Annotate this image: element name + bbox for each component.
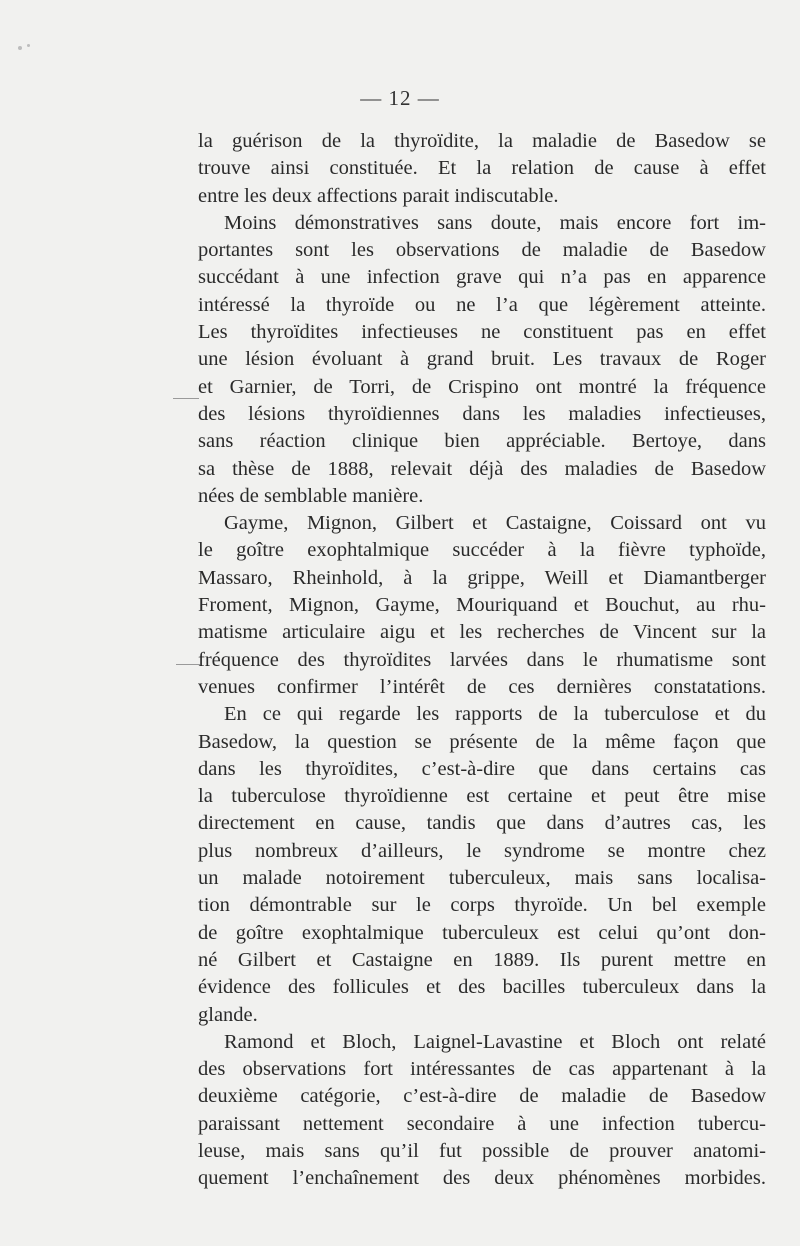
text-line: un malade notoirement tuberculeux, mais sans localisa- <box>198 867 766 890</box>
text-line: portantes sont les observations de maladie de Basedow <box>198 239 766 262</box>
text-line: plus nombreux d’ailleurs, le syndrome se montre chez <box>198 839 766 862</box>
margin-mark <box>173 398 199 399</box>
text-line: une lésion évoluant à grand bruit. Les travaux de Roger <box>198 348 766 371</box>
text-line: sa thèse de 1888, relevait déjà des maladies de Basedow <box>198 457 766 480</box>
text-line: succédant à une infection grave qui n’a pas en apparence <box>198 266 766 289</box>
text-line: des observations fort intéressantes de cas appartenant à la <box>198 1058 766 1081</box>
text-line: le goître exophtalmique succéder à la fièvre typhoïde, <box>198 539 766 562</box>
text-line: Froment, Mignon, Gayme, Mouriquand et Bouchut, au rhu- <box>198 594 766 617</box>
body-text <box>198 128 766 1193</box>
text-line: nées de semblable manière. <box>198 484 424 507</box>
text-line: intéressé la thyroïde ou ne l’a que légèrement atteinte. <box>198 293 766 316</box>
text-line: glande. <box>198 1003 258 1026</box>
text-line: venues confirmer l’intérêt de ces dernières constatations. <box>198 675 766 698</box>
paper-speck <box>18 46 22 50</box>
text-line: Massaro, Rheinhold, à la grippe, Weill et Diamantberger <box>198 566 766 589</box>
text-line: sans réaction clinique bien appréciable. Bertoye, dans <box>198 430 766 453</box>
text-line: la guérison de la thyroïdite, la maladie de Basedow se <box>198 130 766 152</box>
text-line: En ce qui regarde les rapports de la tuberculose et du <box>224 703 766 726</box>
text-line: Ramond et Bloch, Laignel-Lavastine et Bloch ont relaté <box>224 1030 766 1053</box>
text-line: Basedow, la question se présente de la même façon que <box>198 730 766 753</box>
text-line: des lésions thyroïdiennes dans les maladies infectieuses, <box>198 402 766 425</box>
text-line: Gayme, Mignon, Gilbert et Castaigne, Coissard ont vu <box>224 512 766 535</box>
text-line: directement en cause, tandis que dans d’autres cas, les <box>198 812 766 835</box>
text-line: tion démontrable sur le corps thyroïde. Un bel exemple <box>198 894 766 917</box>
text-line: de goître exophtalmique tuberculeux est celui qu’ont don- <box>198 921 766 944</box>
text-line: Les thyroïdites infectieuses ne constituent pas en effet <box>198 321 766 344</box>
text-line: quement l’enchaînement des deux phénomènes morbides. <box>198 1167 766 1190</box>
text-line: trouve ainsi constituée. Et la relation de cause à effet <box>198 157 766 180</box>
text-line: Moins démonstratives sans doute, mais encore fort im- <box>224 211 766 234</box>
text-line: fréquence des thyroïdites larvées dans le rhumatisme sont <box>198 648 766 671</box>
text-line: dans les thyroïdites, c’est-à-dire que dans certains cas <box>198 757 766 780</box>
text-line: leuse, mais sans qu’il fut possible de prouver anatomi- <box>198 1139 766 1162</box>
text-line: matisme articulaire aigu et les recherches de Vincent sur la <box>198 621 766 644</box>
paper-speck <box>27 44 30 47</box>
text-line: la tuberculose thyroïdienne est certaine et peut être mise <box>198 785 766 808</box>
text-line: né Gilbert et Castaigne en 1889. Ils purent mettre en <box>198 948 766 971</box>
text-line: évidence des follicules et des bacilles tuberculeux dans la <box>198 976 766 999</box>
text-line: et Garnier, de Torri, de Crispino ont montré la fréquence <box>198 375 766 398</box>
text-line: deuxième catégorie, c’est-à-dire de maladie de Basedow <box>198 1085 766 1108</box>
text-line: paraissant nettement secondaire à une infection tubercu- <box>198 1112 766 1135</box>
page-number: — 12 — <box>360 86 440 110</box>
margin-mark <box>176 664 200 665</box>
text-line: entre les deux affections parait indiscutable. <box>198 184 559 207</box>
